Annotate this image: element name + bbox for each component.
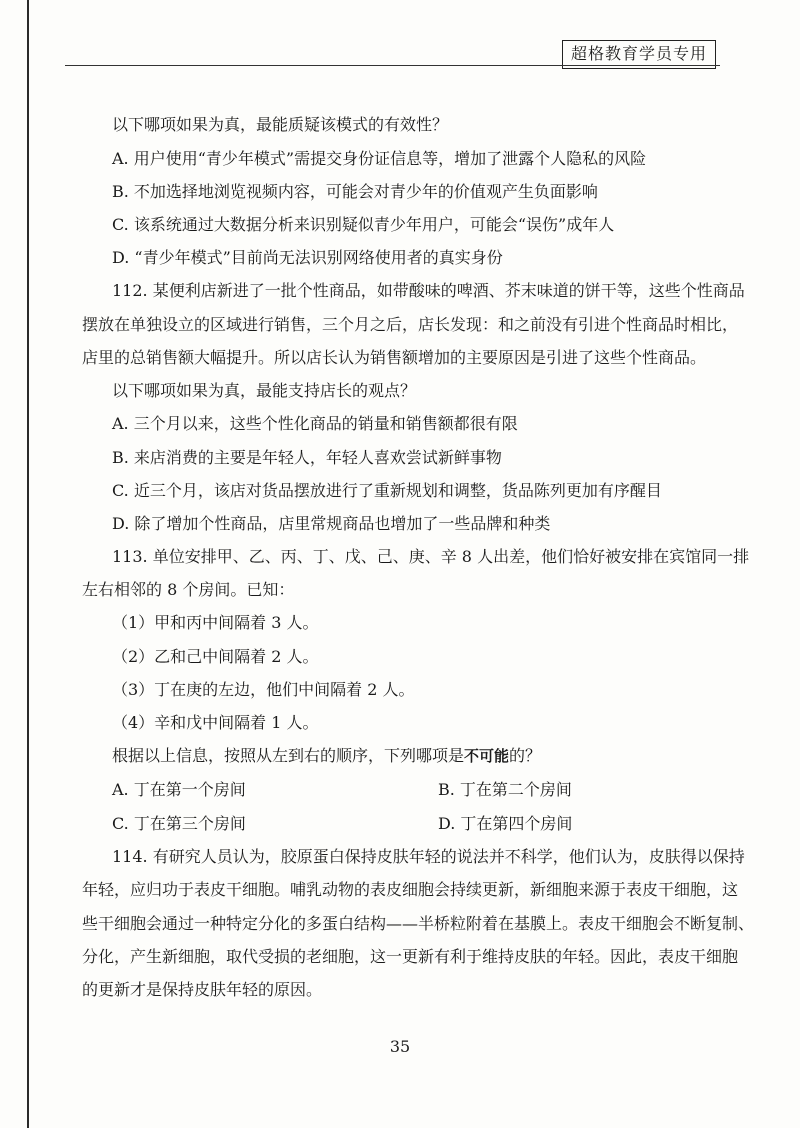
header-rule: [65, 65, 720, 66]
q113-stem-line-2: 左右相邻的 8 个房间。已知：: [82, 580, 295, 599]
q112-stem-line-3: 店里的总销售额大幅提升。所以店长认为销售额增加的主要原因是引进了这些个性商品。: [82, 348, 707, 367]
q114-stem-line-4: 分化，产生新细胞，取代受损的老细胞，这一更新有利于维持皮肤的年轻。因此，表皮干细胞: [82, 947, 739, 966]
page-number: 35: [389, 1037, 411, 1056]
q113-option-b: B. 丁在第二个房间: [438, 780, 572, 799]
q113-stem-line-1: 113. 单位安排甲、乙、丙、丁、戊、己、庚、辛 8 人出差，他们恰好被安排在宾馆同一排: [112, 547, 750, 566]
q111-option-c: C. 该系统通过大数据分析来识别疑似青少年用户，可能会“误伤”成年人: [112, 215, 615, 234]
q113-question-suffix: 的？: [509, 746, 542, 765]
q112-stem-line-2: 摆放在单独设立的区域进行销售，三个月之后，店长发现：和之前没有引进个性商品时相比，: [82, 315, 739, 334]
q113-condition-4: （4）辛和戊中间隔着 1 人。: [112, 713, 319, 732]
q111-question: 以下哪项如果为真，最能质疑该模式的有效性？: [112, 115, 449, 134]
q111-option-d: D. “青少年模式”目前尚无法识别网络使用者的真实身份: [112, 248, 503, 267]
q113-condition-1: （1）甲和丙中间隔着 3 人。: [112, 613, 319, 632]
q112-option-a: A. 三个月以来，这些个性化商品的销量和销售额都很有限: [112, 414, 518, 433]
q114-stem-line-2: 年轻，应归功于表皮干细胞。哺乳动物的表皮细胞会持续更新，新细胞来源于表皮干细胞，这: [82, 880, 739, 899]
q113-question-prefix: 根据以上信息，按照从左到右的顺序，下列哪项是: [112, 746, 465, 765]
q112-question: 以下哪项如果为真，最能支持店长的观点？: [112, 381, 417, 400]
header-stamp: 超格教育学员专用: [562, 40, 716, 69]
q112-option-c: C. 近三个月，该店对货品摆放进行了重新规划和调整，货品陈列更加有序醒目: [112, 481, 662, 500]
q111-option-a: A. 用户使用“青少年模式”需提交身份证信息等，增加了泄露个人隐私的风险: [112, 149, 647, 168]
q113-question-emphasis: 不可能: [464, 747, 510, 765]
q113-option-d: D. 丁在第四个房间: [438, 814, 573, 833]
q114-stem-line-3: 些干细胞会通过一种特定分化的多蛋白结构——半桥粒附着在基膜上。表皮干细胞会不断复制、: [82, 914, 755, 933]
q114-stem-line-1: 114. 有研究人员认为，胶原蛋白保持皮肤年轻的说法并不科学，他们认为，皮肤得以保持: [112, 847, 745, 866]
q112-stem-line-1: 112. 某便利店新进了一批个性商品，如带酸味的啤酒、芥末味道的饼干等，这些个性商品: [112, 281, 745, 300]
q113-option-c: C. 丁在第三个房间: [112, 814, 246, 833]
q113-condition-2: （2）乙和己中间隔着 2 人。: [112, 647, 319, 666]
binding-edge-line: [27, 0, 29, 1128]
q111-option-b: B. 不加选择地浏览视频内容，可能会对青少年的价值观产生负面影响: [112, 182, 598, 201]
q112-option-b: B. 来店消费的主要是年轻人，年轻人喜欢尝试新鲜事物: [112, 448, 502, 467]
q113-option-a: A. 丁在第一个房间: [112, 780, 246, 799]
q113-question: [112, 746, 541, 766]
q113-condition-3: （3）丁在庚的左边，他们中间隔着 2 人。: [112, 680, 415, 699]
q112-option-d: D. 除了增加个性商品，店里常规商品也增加了一些品牌和种类: [112, 514, 551, 533]
q114-stem-line-5: 的更新才是保持皮肤年轻的原因。: [82, 980, 323, 999]
